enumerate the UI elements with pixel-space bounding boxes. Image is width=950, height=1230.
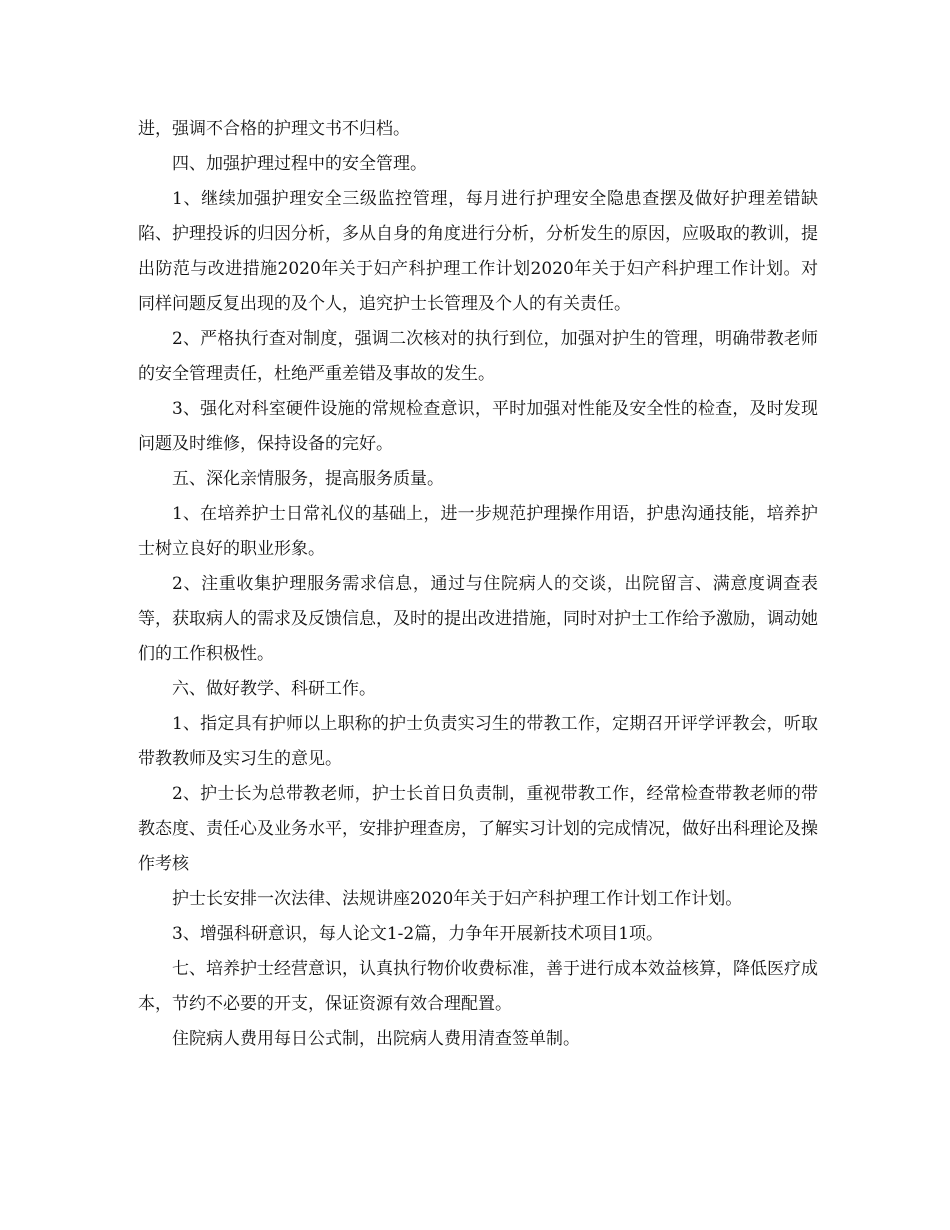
paragraph-item: 1、指定具有护师以上职称的护士负责实习生的带教工作，定期召开评学评教会，听取带教教师及实习生的意见。 (138, 714, 818, 769)
paragraph-item: 2、注重收集护理服务需求信息，通过与住院病人的交谈，出院留言、满意度调查表等，获取病人的需求及反馈信息，及时的提出改进措施，同时对护士工作给予激励，调动她们的工作积极性。 (138, 574, 818, 664)
paragraph-item: 3、强化对科室硬件设施的常规检查意识，平时加强对性能及安全性的检查，及时发现问题及时维修，保持设备的完好。 (138, 399, 818, 454)
section-heading-four: 四、加强护理过程中的安全管理。 (172, 154, 427, 174)
section-heading-six: 六、做好教学、科研工作。 (172, 679, 376, 699)
paragraph-item: 2、严格执行查对制度，强调二次核对的执行到位，加强对护生的管理，明确带教老师的安全管理责任，杜绝严重差错及事故的发生。 (138, 329, 818, 384)
document-body (138, 112, 818, 1057)
paragraph-item: 3、增强科研意识，每人论文1-2篇，力争年开展新技术项目1项。 (172, 924, 664, 944)
paragraph-item: 住院病人费用每日公式制，出院病人费用清查签单制。 (172, 1029, 580, 1049)
paragraph-continuation: 进，强调不合格的护理文书不归档。 (138, 119, 410, 139)
section-heading-seven: 七、培养护士经营意识，认真执行物价收费标准，善于进行成本效益核算，降低医疗成本，节约不必要的开支，保证资源有效合理配置。 (138, 959, 818, 1014)
paragraph-item: 护士长安排一次法律、法规讲座2020年关于妇产科护理工作计划工作计划。 (172, 889, 743, 909)
section-heading-five: 五、深化亲情服务，提高服务质量。 (172, 469, 444, 489)
paragraph-item: 1、继续加强护理安全三级监控管理，每月进行护理安全隐患查摆及做好护理差错缺陷、护理投诉的归因分析，多从自身的角度进行分析，分析发生的原因，应吸取的教训，提出防范与改进措施2020年关于妇产科护理工作计划2020年关于妇产科护理工作计划。对同样问题反复出现的及个人，追究护士长管理及个人的有关责任。 (138, 189, 818, 314)
paragraph-item: 2、护士长为总带教老师，护士长首日负责制，重视带教工作，经常检查带教老师的带教态度、责任心及业务水平，安排护理查房，了解实习计划的完成情况，做好出科理论及操作考核 (138, 784, 818, 874)
paragraph-item: 1、在培养护士日常礼仪的基础上，进一步规范护理操作用语，护患沟通技能，培养护士树立良好的职业形象。 (138, 504, 818, 559)
